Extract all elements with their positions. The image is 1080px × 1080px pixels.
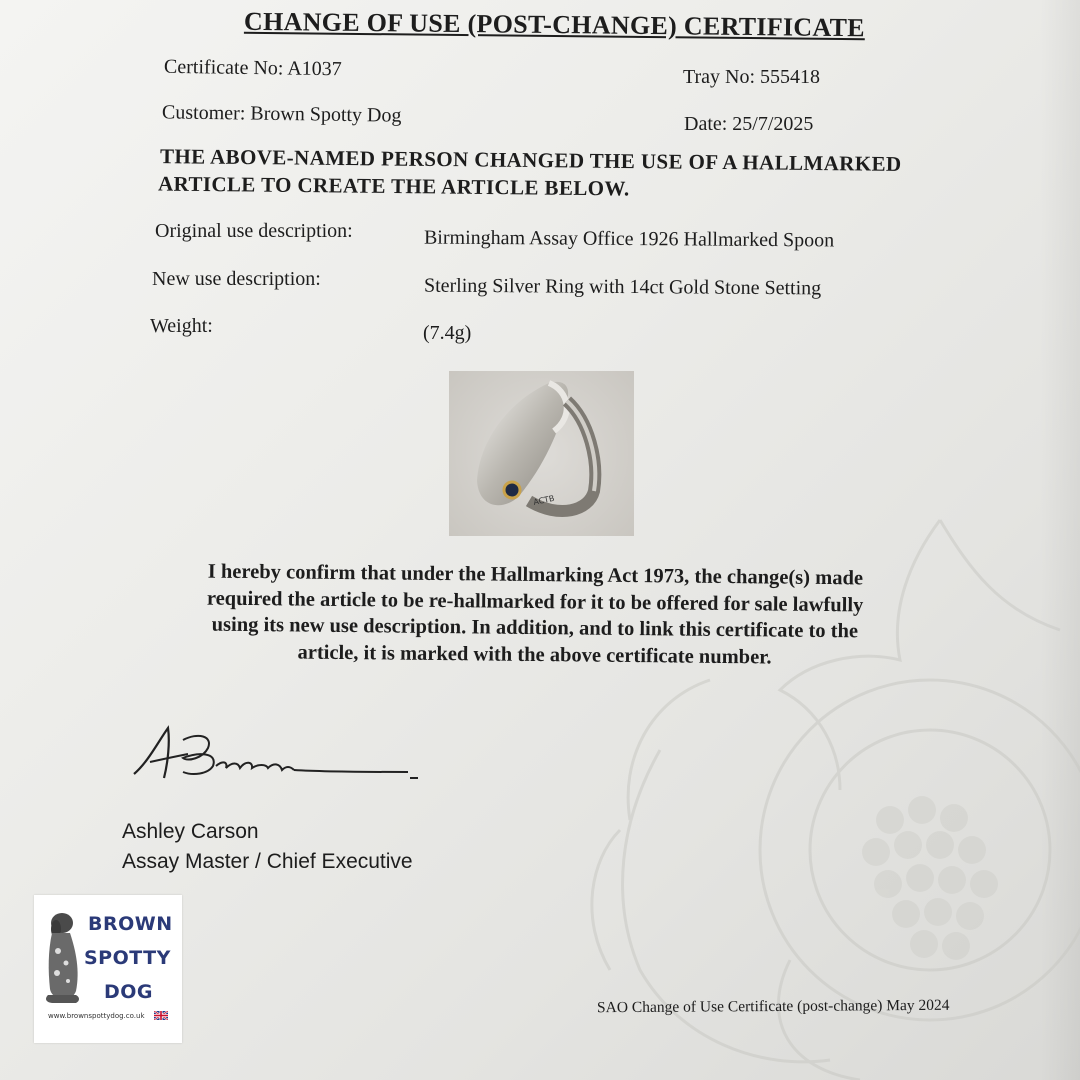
certificate-title: CHANGE OF USE (POST-CHANGE) CERTIFICATE [243,6,866,43]
logo-line-2: SPOTTY [84,947,171,969]
signature-icon [128,722,428,788]
ring-image-icon [449,371,634,536]
footer-text: SAO Change of Use Certificate (post-change) May 2024 [596,996,950,1017]
logo-url: www.brownspottydog.co.uk [48,1012,145,1020]
customer-name: Customer: Brown Spotty Dog [161,101,402,127]
weight-value: (7.4g) [423,322,472,344]
weight-label: Weight: [150,315,213,337]
brand-logo [34,895,182,1043]
statement-line-1: THE ABOVE-NAMED PERSON CHANGED THE USE OF A HALLMARKED [159,144,902,176]
new-use-label: New use description: [152,268,321,290]
signer-role: Assay Master / Chief Executive [122,850,413,873]
ring-photo [449,371,634,536]
confirm-line-3: using its new use description. In addition, and to link this certificate to the [211,613,859,643]
logo-line-1: BROWN [88,913,173,935]
original-use-value: Birmingham Assay Office 1926 Hallmarked Spoon [423,226,835,252]
confirm-line-4: article, it is marked with the above certificate number. [297,641,772,668]
confirm-line-2: required the article to be re-hallmarked for it to be offered for sale lawfully [206,587,864,616]
certificate-number: Certificate No: A1037 [163,55,342,81]
statement-line-2: ARTICLE TO CREATE THE ARTICLE BELOW. [157,171,630,201]
original-use-label: Original use description: [155,220,353,242]
uk-flag-icon [154,1011,168,1020]
confirm-line-1: I hereby confirm that under the Hallmarking Act 1973, the change(s) made [207,560,864,590]
certificate-date: Date: 25/7/2025 [684,113,814,135]
logo-line-3: DOG [104,981,154,1003]
signer-name: Ashley Carson [122,820,259,843]
confirmation-statement [149,558,920,672]
svg-text:ACTB: ACTB [532,493,556,507]
tray-number: Tray No: 555418 [683,66,821,88]
new-use-value: Sterling Silver Ring with 14ct Gold Stone Setting [423,274,822,300]
dog-icon [42,911,84,1007]
